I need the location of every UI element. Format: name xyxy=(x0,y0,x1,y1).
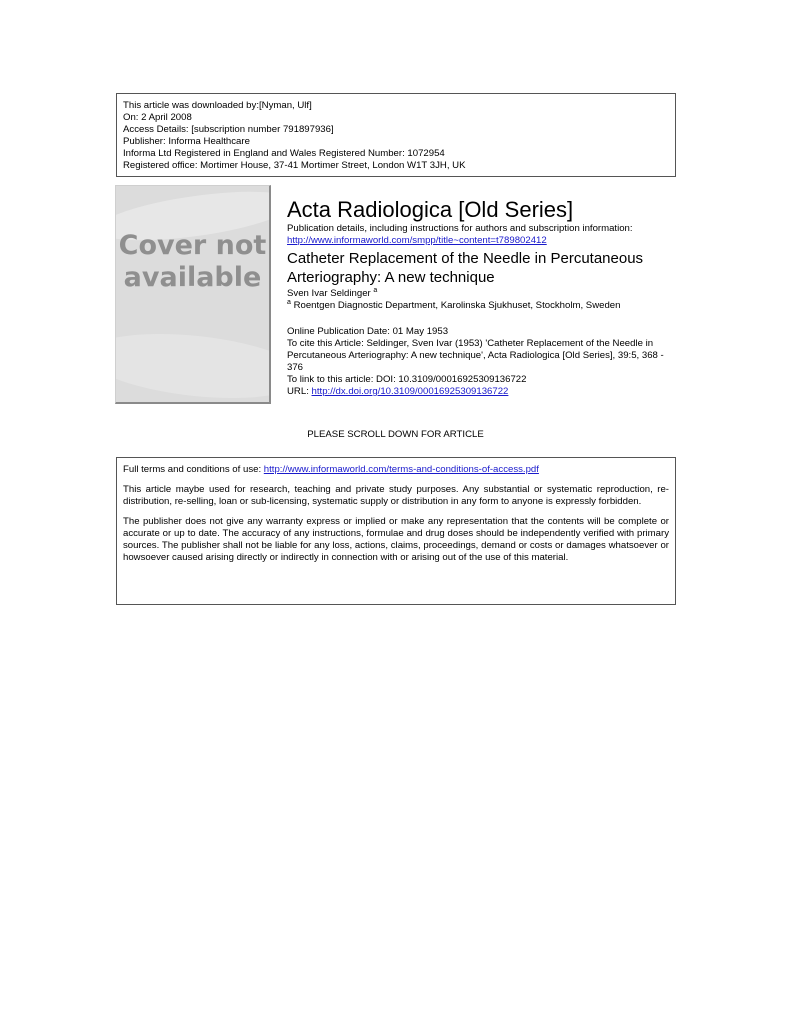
download-info-line: On: 2 April 2008 xyxy=(123,112,192,123)
article-title: Catheter Replacement of the Needle in Percutaneous Arteriography: A new technique xyxy=(287,250,644,286)
url-label: URL: xyxy=(287,386,309,397)
doi-line: To link to this article: DOI: 10.3109/00016925309136722 xyxy=(287,374,527,385)
author-superscript: a xyxy=(373,286,378,294)
affiliation-line xyxy=(287,300,677,312)
cover-text-line: available xyxy=(123,262,262,293)
cover-text-line: Cover not xyxy=(118,230,267,261)
affiliation-superscript: a xyxy=(287,298,291,306)
terms-intro-line xyxy=(123,464,669,476)
article-metadata xyxy=(287,196,677,398)
download-info-line: This article was downloaded by:[Nyman, Ulf] xyxy=(123,100,312,111)
download-info-line: Access Details: [subscription number 791897936] xyxy=(123,124,334,135)
online-publication-date: Online Publication Date: 01 May 1953 xyxy=(287,326,449,337)
scroll-notice: PLEASE SCROLL DOWN FOR ARTICLE xyxy=(307,429,484,440)
citation: To cite this Article: Seldinger, Sven Ivar (1953) 'Catheter Replacement of the Needle in Percutaneous Arteriography: A new technique', Acta Radiologica [Old Series], 39:5, 368 - 376 xyxy=(287,338,664,373)
cover-placeholder-text xyxy=(116,230,269,294)
terms-paragraph-warranty: The publisher does not give any warranty express or implied or make any representation that the contents will be complete or accurate or up to date. The accuracy of any instructions, formulae and drug doses should be independently verified with primary sources. The publisher shall not be liable for any loss, actions, claims, proceedings, demand or costs or damages whatsoever or howsoever caused arising directly or indirectly in connection with or arising out of the use of this material. xyxy=(123,516,669,563)
author-line xyxy=(287,288,677,300)
author-name: Sven Ivar Seldinger xyxy=(287,288,371,299)
journal-title: Acta Radiologica [Old Series] xyxy=(287,197,574,222)
cover-placeholder-image xyxy=(115,185,271,404)
terms-intro: Full terms and conditions of use: xyxy=(123,464,262,475)
doi-url-link[interactable]: http://dx.doi.org/10.3109/00016925309136722 xyxy=(311,386,509,397)
download-info-line: Publisher: Informa Healthcare xyxy=(123,136,250,147)
terms-paragraph-usage: This article maybe used for research, teaching and private study purposes. Any substantial or systematic reproduction, re-distribution, re-selling, loan or sub-licensing, systematic supply or distribution in any form to anyone is expressly forbidden. xyxy=(123,484,669,507)
cover-decoration xyxy=(115,325,271,404)
journal-link[interactable]: http://www.informaworld.com/smpp/title~content=t789802412 xyxy=(287,235,547,246)
download-info-line: Registered office: Mortimer House, 37-41 Mortimer Street, London W1T 3JH, UK xyxy=(123,160,466,171)
terms-link[interactable]: http://www.informaworld.com/terms-and-conditions-of-access.pdf xyxy=(263,464,539,475)
url-line xyxy=(287,386,677,398)
terms-box xyxy=(116,457,676,605)
download-info-box xyxy=(116,93,676,177)
affiliation: Roentgen Diagnostic Department, Karolinska Sjukhuset, Stockholm, Sweden xyxy=(293,300,621,311)
publication-details: Publication details, including instructions for authors and subscription information: xyxy=(287,223,633,234)
download-info-line: Informa Ltd Registered in England and Wales Registered Number: 1072954 xyxy=(123,148,445,159)
